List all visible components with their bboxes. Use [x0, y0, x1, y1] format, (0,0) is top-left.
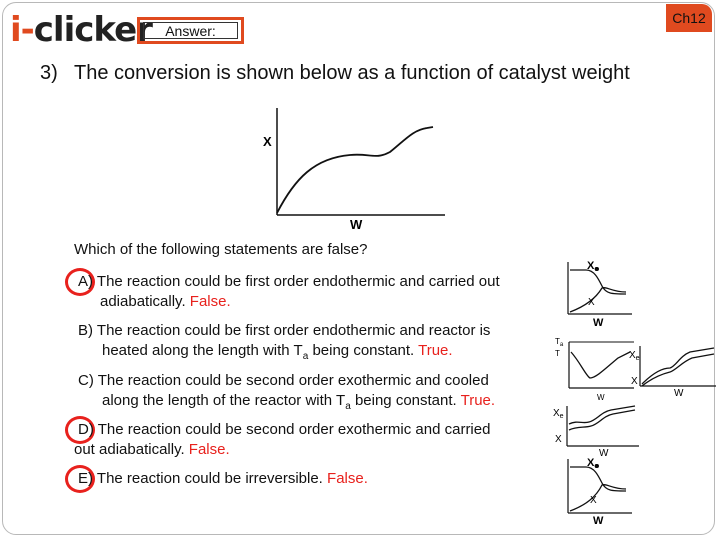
thumb-e-xe-curve — [570, 467, 626, 491]
option-d-line-2: out adiabatically. False. — [74, 441, 230, 458]
logo-word: clicker — [33, 10, 152, 50]
answer-label: Answer: — [143, 22, 238, 39]
svg-text:Xe: Xe — [587, 260, 599, 273]
svg-text:Ta: $T_a$ — [555, 337, 564, 348]
option-a-verdict: False. — [189, 293, 231, 310]
logo-i: i — [10, 10, 21, 50]
thumb-plot-a — [560, 258, 640, 330]
svg-text:W: W — [597, 393, 605, 402]
option-b-line-1: B) The reaction could be first order endothermic and reactor is — [78, 322, 491, 339]
option-b[interactable] — [78, 321, 490, 367]
main-conversion-plot — [255, 100, 445, 235]
thumb-plot-c — [628, 340, 718, 400]
prompt-text: Which of the following statements are false? — [74, 241, 368, 258]
svg-text:Xe: $X_e$ — [553, 408, 564, 420]
option-d-line-1: D) The reaction could be second order exothermic and carried — [78, 421, 491, 438]
svg-text:X: X — [590, 495, 597, 506]
svg-text:X: X — [588, 297, 595, 308]
option-a-line-1: A) The reaction could be first order endothermic and carried out — [78, 273, 500, 290]
option-e-line-1: E) The reaction could be irreversible. False. — [78, 470, 368, 487]
thumb-e-x-curve — [570, 485, 626, 511]
iclicker-logo — [10, 10, 152, 50]
thumb-a-xe-curve — [570, 270, 626, 294]
option-d-verdict: False. — [188, 441, 230, 458]
answer-box — [137, 17, 244, 44]
thumb-c-x-curve — [642, 354, 714, 386]
logo-dash: - — [20, 10, 34, 50]
option-d[interactable] — [74, 420, 491, 460]
svg-text:W: W — [593, 317, 604, 329]
option-a[interactable] — [78, 272, 500, 312]
svg-text:T: T — [555, 349, 560, 358]
main-plot-curve — [277, 127, 433, 213]
svg-text:W: W — [593, 515, 604, 527]
question-text: The conversion is shown below as a function of catalyst weight — [74, 62, 630, 84]
main-plot-ylabel: X — [263, 134, 272, 149]
chapter-tab: Ch12 — [666, 4, 712, 32]
thumb-plot-e — [560, 455, 640, 527]
svg-text:W: W — [599, 448, 609, 459]
svg-text:X: X — [631, 376, 638, 387]
option-c-verdict: True. — [460, 392, 496, 409]
option-c-line-1: C) The reaction could be second order exothermic and cooled — [78, 372, 489, 389]
question-number: 3) — [40, 62, 58, 84]
svg-text:X: X — [555, 434, 562, 445]
thumb-b-t-curve — [571, 352, 630, 378]
svg-text:Xe: $X_e$ — [629, 350, 640, 362]
option-a-line-2: adiabatically. False. — [100, 293, 231, 310]
option-b-verdict: True. — [418, 342, 453, 359]
thumb-d-x-curve — [569, 410, 635, 430]
thumb-a-x-curve — [570, 288, 626, 312]
option-c-line-2: along the length of the reactor with $T_a$ being constant. True. — [102, 392, 496, 412]
thumb-plot-d — [553, 402, 643, 460]
svg-text:Xe: Xe — [587, 457, 599, 470]
option-e[interactable] — [78, 469, 368, 489]
option-c[interactable] — [78, 371, 495, 417]
option-b-line-2: heated along the length with $T_a$ being constant. True. — [102, 342, 453, 362]
main-plot-xlabel: W — [350, 217, 363, 232]
thumb-d-xe-curve — [569, 406, 635, 424]
svg-text:W: W — [674, 388, 684, 399]
option-e-verdict: False. — [327, 470, 368, 487]
